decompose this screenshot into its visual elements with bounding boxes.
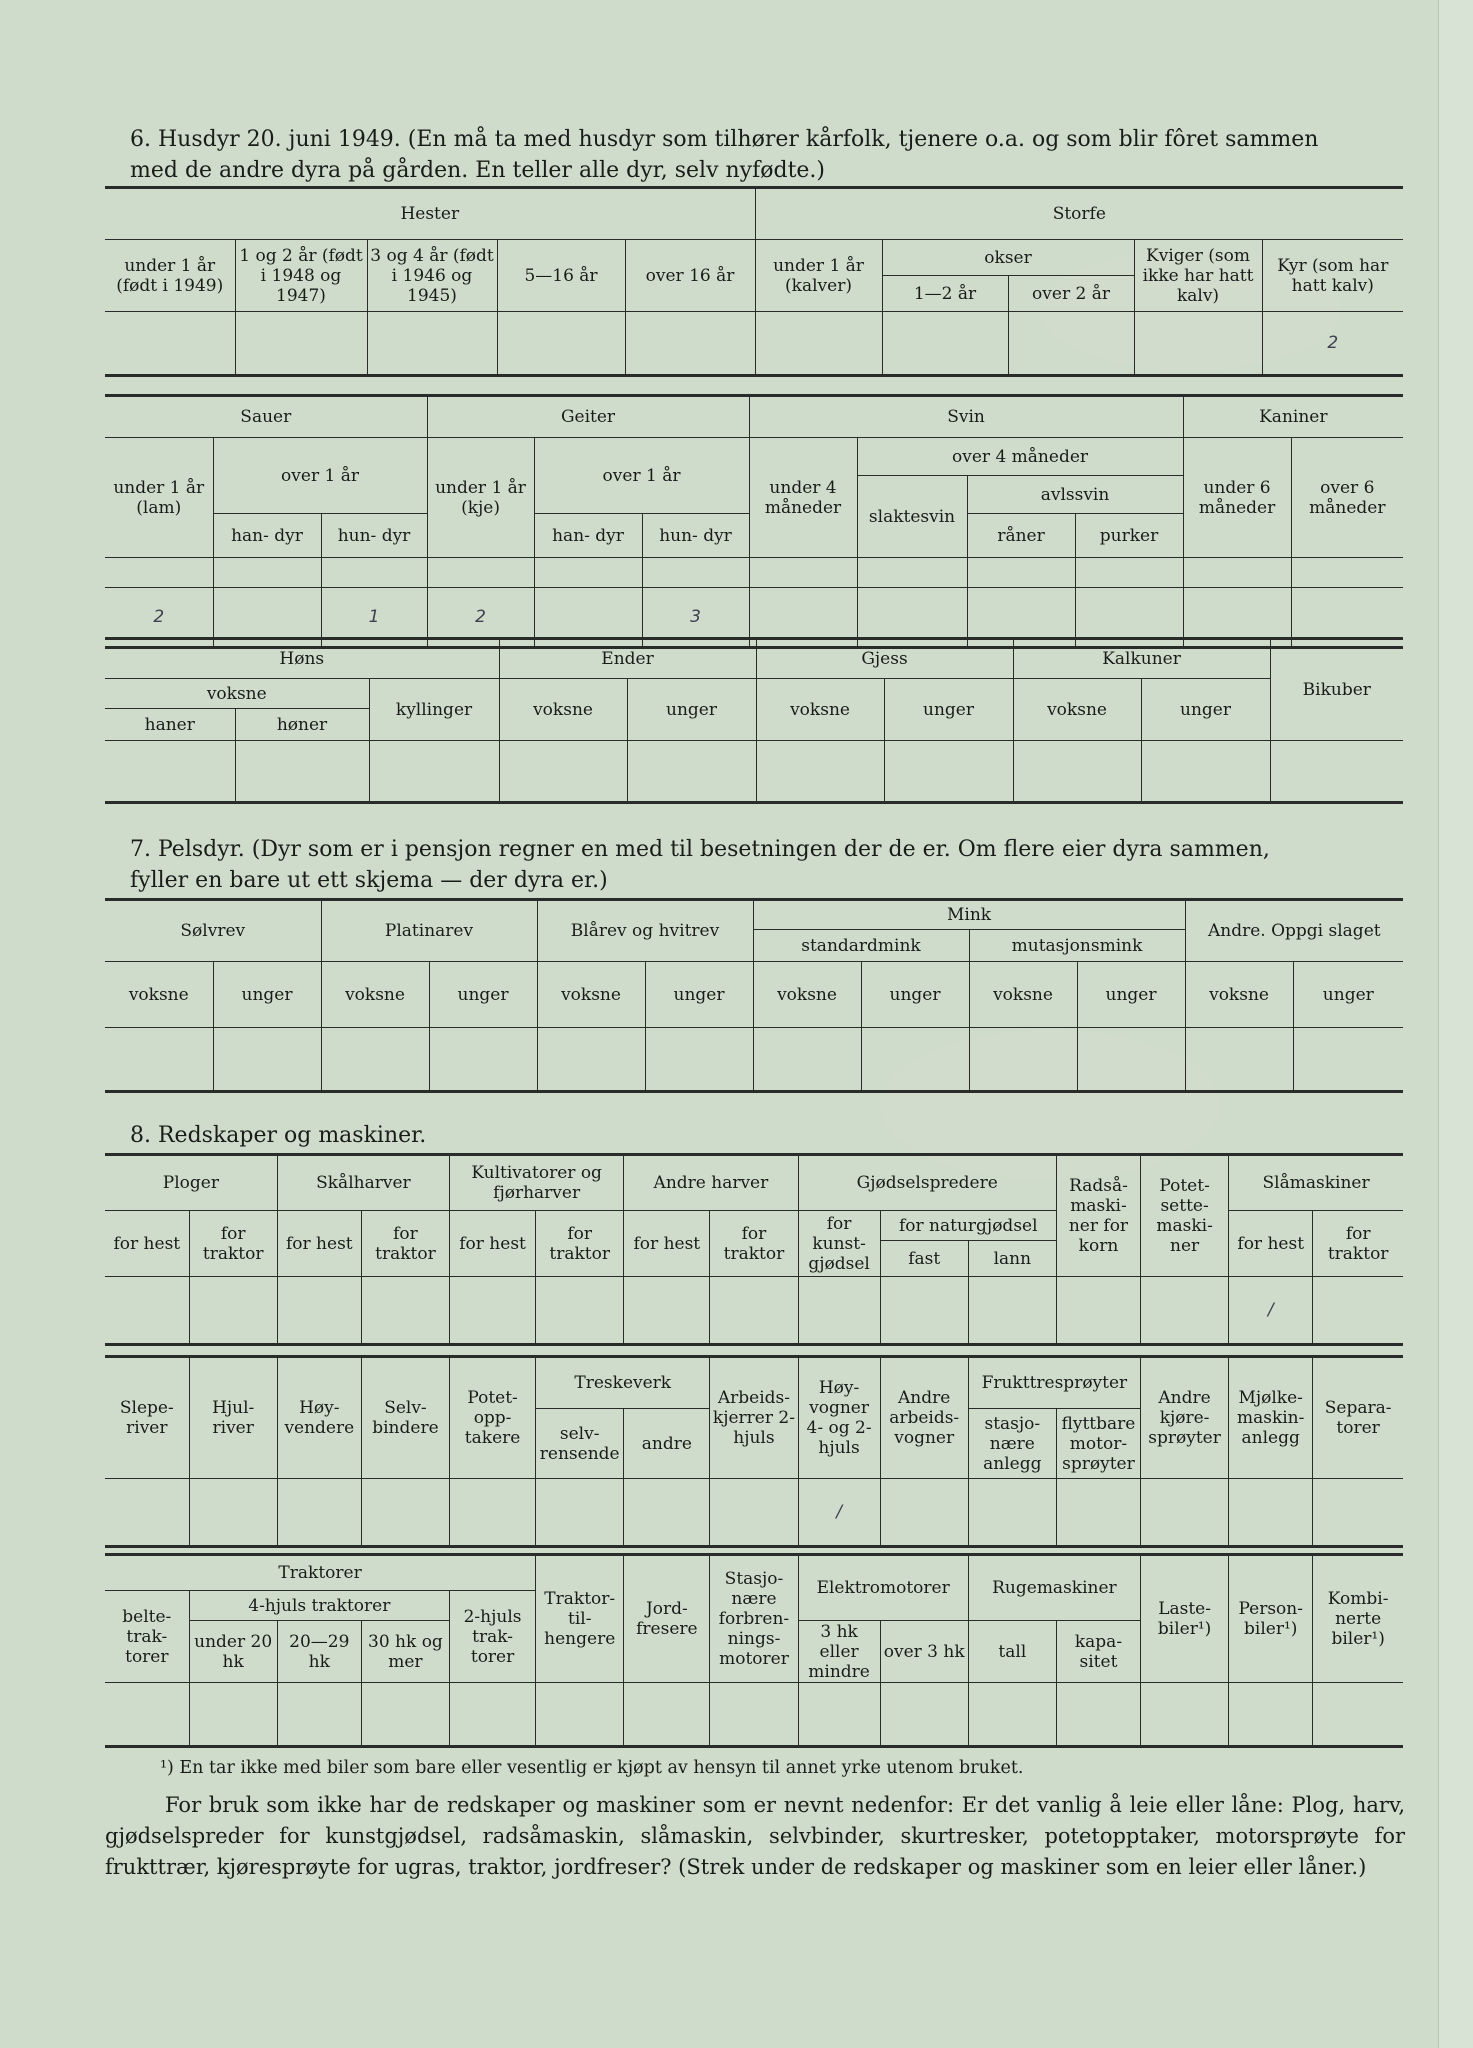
haywagon-cell[interactable]: / <box>798 1479 880 1547</box>
col-slaughter-pigs: slaktesvin <box>857 476 967 558</box>
col-breeding-pigs: avlssvin <box>967 476 1183 514</box>
col-adult: voksne <box>753 962 861 1028</box>
col-otherharrows: Andre harver <box>624 1155 798 1211</box>
col-spreaders: Gjødselspredere <box>798 1155 1056 1211</box>
col-fortractor: for traktor <box>710 1211 798 1277</box>
cell[interactable] <box>361 1277 449 1345</box>
cell[interactable] <box>361 1683 449 1747</box>
col-milking: Mjølke- maskin- anlegg <box>1229 1357 1313 1479</box>
col-twowheel: 2-hjuls trak- torer <box>449 1591 535 1683</box>
col-selfcleaning: selv- rensende <box>536 1409 624 1479</box>
cell[interactable] <box>967 558 1075 588</box>
cell[interactable] <box>189 1683 277 1747</box>
col-combined: Kombi- nerte biler¹) <box>1313 1555 1403 1683</box>
cell[interactable] <box>710 1479 798 1547</box>
col-fortractor: for traktor <box>189 1211 277 1277</box>
col-mutationmink: mutasjonsmink <box>969 930 1185 962</box>
cell[interactable] <box>1141 1683 1229 1747</box>
col-seeddrills: Radså- maski- ner for korn <box>1056 1155 1140 1277</box>
cell[interactable] <box>1229 1479 1313 1547</box>
lamb-count-cell[interactable]: 2 <box>105 588 213 648</box>
table-horses-cattle <box>105 186 1403 377</box>
table-poultry <box>105 637 1403 804</box>
col-heifers: Kviger (som ikke har hatt kalv) <box>1134 240 1262 312</box>
cell[interactable] <box>861 1028 969 1092</box>
col-oxen-over2: over 2 år <box>1008 276 1134 312</box>
section-7-heading: 7. Pelsdyr. (Dyr som er i pensjon regner en med til besetningen der de er. Om flere eier dyra sammen, fyller en bare ut ett skjema — der dyra er.) <box>130 837 1270 893</box>
cell[interactable] <box>968 1479 1056 1547</box>
cell[interactable] <box>857 558 967 588</box>
cell[interactable] <box>105 741 235 803</box>
table-sheep-goats-pigs-rabbits <box>105 394 1403 649</box>
col-forartificial: for kunst- gjødsel <box>798 1211 880 1277</box>
cell[interactable] <box>277 1683 361 1747</box>
cell[interactable] <box>361 1479 449 1547</box>
col-adult: voksne <box>105 962 213 1028</box>
cell[interactable] <box>1229 1683 1313 1747</box>
closing-paragraph: For bruk som ikke har de redskaper og maskiner som er nevnt nedenfor: Er det vanlig å leie eller låne: Plog, harv, gjødselspreder for kunstgjødsel, radsåmaskin, slåmaskin, selvbinder, skurtresker, potetopptaker, motorsprøyte for frukttrær, kjøresprøyte for ugras, traktor, jordfreser? (Strek under de redskaper og maskiner som en leier eller låner.) <box>105 1793 1405 1879</box>
col-lorries: Laste- biler¹) <box>1141 1555 1229 1683</box>
col-horses-3-4: 3 og 4 år (født i 1946 og 1945) <box>367 240 497 312</box>
col-hens-adult: voksne <box>105 679 369 709</box>
col-rotavators: Jord- fresere <box>624 1555 710 1683</box>
cell[interactable] <box>1291 558 1403 588</box>
cell[interactable] <box>624 1479 710 1547</box>
col-young: unger <box>213 962 321 1028</box>
goat-male-count-cell[interactable]: 3 <box>642 588 749 648</box>
cell[interactable] <box>1313 1277 1403 1345</box>
col-mink: Mink <box>753 900 1185 930</box>
col-electric: Elektromotorer <box>798 1555 968 1621</box>
col-oxen: okser <box>882 240 1134 276</box>
cell[interactable] <box>534 558 642 588</box>
cell[interactable] <box>1141 1277 1229 1345</box>
col-adult: voksne <box>537 962 645 1028</box>
col-boars: råner <box>967 514 1075 558</box>
col-oxen-1-2: 1—2 år <box>882 276 1008 312</box>
cell[interactable] <box>450 1277 536 1345</box>
cell[interactable] <box>968 1683 1056 1747</box>
cell[interactable] <box>753 1028 861 1092</box>
cell[interactable] <box>497 312 625 376</box>
col-horses-5-16: 5—16 år <box>497 240 625 312</box>
table-implements-1 <box>105 1153 1403 1346</box>
table-implements-2 <box>105 1355 1403 1548</box>
col-forhorse: for hest <box>1229 1211 1313 1277</box>
col-horses-under1: under 1 år (født i 1949) <box>105 240 235 312</box>
cell[interactable] <box>105 558 213 588</box>
cell[interactable] <box>1075 558 1183 588</box>
cell[interactable] <box>105 1479 189 1547</box>
cell[interactable] <box>884 741 1013 803</box>
col-turkeys-adult: voksne <box>1013 679 1141 741</box>
cell[interactable] <box>189 1277 277 1345</box>
col-ducks-young: unger <box>627 679 756 741</box>
col-bluefox: Blårev og hvitrev <box>537 900 753 962</box>
col-crawler: belte- trak- torer <box>105 1591 189 1683</box>
col-separators: Separa- torer <box>1313 1357 1403 1479</box>
col-mobile: flyttbare motor- sprøyter <box>1056 1409 1140 1479</box>
col-otherwagons: Andre arbeids- vogner <box>880 1357 968 1479</box>
col-lamb: under 1 år (lam) <box>105 438 213 558</box>
col-discharrows: Skålharver <box>277 1155 449 1211</box>
cell[interactable] <box>235 312 367 376</box>
cell[interactable] <box>536 1277 624 1345</box>
col-young: unger <box>861 962 969 1028</box>
col-fortractor: for traktor <box>536 1211 624 1277</box>
section-8-heading: 8. Redskaper og maskiner. <box>130 1123 427 1148</box>
col-turkeys: Kalkuner <box>1013 639 1270 679</box>
col-horses-over16: over 16 år <box>625 240 755 312</box>
col-geese-adult: voksne <box>756 679 884 741</box>
col-forhorse: for hest <box>624 1211 710 1277</box>
cell[interactable] <box>499 741 627 803</box>
cell[interactable] <box>235 741 369 803</box>
cell[interactable] <box>1056 1479 1140 1547</box>
col-binders: Selv- bindere <box>361 1357 449 1479</box>
col-cows: Kyr (som har hatt kalv) <box>1262 240 1403 312</box>
cell[interactable] <box>968 1277 1056 1345</box>
col-wheelrakes: Hjul- river <box>189 1357 277 1479</box>
col-pigs-over4: over 4 måneder <box>857 438 1183 476</box>
cell[interactable] <box>642 558 749 588</box>
col-rabbits: Kaniner <box>1183 396 1403 438</box>
cell[interactable] <box>321 558 427 588</box>
section-6-heading: 6. Husdyr 20. juni 1949. (En må ta med husdyr som tilhører kårfolk, tjenere o.a. og som blir fôret sammen med de andre dyra på gården. En teller alle dyr, selv nyfødte.) <box>130 127 1319 183</box>
col-pigs-under4: under 4 måneder <box>749 438 857 558</box>
cell[interactable] <box>880 1479 968 1547</box>
col-sheep-female: han- dyr <box>213 514 321 558</box>
col-young: unger <box>645 962 753 1028</box>
cell[interactable] <box>1056 1277 1140 1345</box>
cell[interactable] <box>624 1683 710 1747</box>
cell[interactable] <box>627 741 756 803</box>
col-horses-1-2: 1 og 2 år (født i 1948 og 1947) <box>235 240 367 312</box>
col-hens: Høns <box>105 639 499 679</box>
cell[interactable] <box>1313 1479 1403 1547</box>
col-el3less: 3 hk eller mindre <box>798 1621 880 1683</box>
cell[interactable] <box>1293 1028 1403 1092</box>
cell[interactable] <box>277 1479 361 1547</box>
col-pigs: Svin <box>749 396 1183 438</box>
col-fornatural: for naturgjødsel <box>880 1211 1056 1241</box>
col-ducks-adult: voksne <box>499 679 627 741</box>
col-under20: under 20 hk <box>189 1621 277 1683</box>
cell[interactable] <box>450 1479 536 1547</box>
col-hens-female: høner <box>235 709 369 741</box>
col-chicks: kyllinger <box>369 679 499 741</box>
col-threshers: Treskeverk <box>536 1357 710 1409</box>
col-fortractor: for traktor <box>361 1211 449 1277</box>
cell[interactable] <box>427 558 534 588</box>
cell[interactable] <box>105 1028 213 1092</box>
cell[interactable] <box>798 1683 880 1747</box>
col-forhorse: for hest <box>450 1211 536 1277</box>
col-adult: voksne <box>321 962 429 1028</box>
col-kid: under 1 år (kje) <box>427 438 534 558</box>
col-ploughs: Ploger <box>105 1155 277 1211</box>
cell[interactable] <box>1313 1683 1403 1747</box>
col-sheep-male: hun- dyr <box>321 514 427 558</box>
cell[interactable] <box>1013 741 1141 803</box>
cell[interactable] <box>1183 558 1291 588</box>
col-ducks: Ender <box>499 639 756 679</box>
cell[interactable] <box>1270 741 1403 803</box>
col-sheep-over1: over 1 år <box>213 438 427 514</box>
col-hayturners: Høy- vendere <box>277 1357 361 1479</box>
cell[interactable] <box>710 1683 798 1747</box>
col-goats: Geiter <box>427 396 749 438</box>
cell[interactable] <box>798 1277 880 1345</box>
cell[interactable] <box>1056 1683 1140 1747</box>
paper-edge <box>1438 0 1473 2048</box>
col-combustion: Stasjo- nære forbren- nings- motorer <box>710 1555 798 1683</box>
mower-horse-cell[interactable]: / <box>1229 1277 1313 1345</box>
cell[interactable] <box>749 558 857 588</box>
cell[interactable] <box>1185 1028 1293 1092</box>
col-haywagons: Høy- vogner 4- og 2- hjuls <box>798 1357 880 1479</box>
col-young: unger <box>1077 962 1185 1028</box>
cell[interactable] <box>969 1028 1077 1092</box>
cell[interactable] <box>1141 1479 1229 1547</box>
cell[interactable] <box>536 1683 624 1747</box>
col-adult: voksne <box>969 962 1077 1028</box>
col-adult: voksne <box>1185 962 1293 1028</box>
table-fur-animals <box>105 898 1403 1093</box>
col-young: unger <box>1293 962 1403 1028</box>
col-solid: fast <box>880 1241 968 1277</box>
col-el3more: over 3 hk <box>880 1621 968 1683</box>
col-inc-count: tall <box>968 1621 1056 1683</box>
col-cocks: haner <box>105 709 235 741</box>
col-goats-female: han- dyr <box>534 514 642 558</box>
col-otherthreshers: andre <box>624 1409 710 1479</box>
cell[interactable] <box>321 1028 429 1092</box>
col-cars: Person- biler¹) <box>1229 1555 1313 1683</box>
cell[interactable] <box>105 1277 189 1345</box>
cows-count-cell[interactable]: 2 <box>1262 312 1403 376</box>
cell[interactable] <box>1077 1028 1185 1092</box>
cell[interactable] <box>755 312 882 376</box>
col-inc-capacity: kapa- sitet <box>1056 1621 1140 1683</box>
col-hp30: 30 hk og mer <box>361 1621 449 1683</box>
cell[interactable] <box>756 741 884 803</box>
col-forhorse: for hest <box>105 1211 189 1277</box>
col-forhorse: for hest <box>277 1211 361 1277</box>
cell[interactable] <box>1141 741 1270 803</box>
cell[interactable] <box>105 312 235 376</box>
col-othersprayers: Andre kjøre- sprøyter <box>1141 1357 1229 1479</box>
cell[interactable] <box>429 1028 537 1092</box>
cell[interactable] <box>537 1028 645 1092</box>
col-geese: Gjess <box>756 639 1013 679</box>
cell[interactable] <box>1008 312 1134 376</box>
col-goats-over1: over 1 år <box>534 438 749 514</box>
col-turkeys-young: unger <box>1141 679 1270 741</box>
cell[interactable] <box>880 1277 968 1345</box>
col-other-fur: Andre. Oppgi slaget <box>1185 900 1403 962</box>
footnote: ¹) En tar ikke med biler som bare eller vesentlig er kjøpt av hensyn til annet yrke utenom bruket. <box>160 1758 1024 1778</box>
cell[interactable] <box>625 312 755 376</box>
col-hp2029: 20—29 hk <box>277 1621 361 1683</box>
cell[interactable] <box>367 312 497 376</box>
col-cultivators: Kultivatorer og fjørharver <box>450 1155 624 1211</box>
col-platinumfox: Platinarev <box>321 900 537 962</box>
col-standardmink: standardmink <box>753 930 969 962</box>
col-trailers: Traktor- til- hengere <box>536 1555 624 1683</box>
col-fruitsprayers: Frukttresprøyter <box>968 1357 1140 1409</box>
col-rakes: Slepe- river <box>105 1357 189 1479</box>
col-beehives: Bikuber <box>1270 639 1403 741</box>
cell[interactable] <box>645 1028 753 1092</box>
col-incubators: Rugemaskiner <box>968 1555 1140 1621</box>
cell[interactable] <box>277 1277 361 1345</box>
cell[interactable] <box>449 1683 535 1747</box>
col-potatodiggers: Potet- opp- takere <box>450 1357 536 1479</box>
cell[interactable] <box>624 1277 710 1345</box>
cell[interactable] <box>105 1683 189 1747</box>
cell[interactable] <box>882 312 1008 376</box>
col-calves: under 1 år (kalver) <box>755 240 882 312</box>
col-sheep: Sauer <box>105 396 427 438</box>
col-horses: Hester <box>105 188 755 240</box>
col-sows: purker <box>1075 514 1183 558</box>
col-silverfox: Sølvrev <box>105 900 321 962</box>
table-tractors-motors <box>105 1553 1403 1748</box>
cell[interactable] <box>189 1479 277 1547</box>
cell[interactable] <box>710 1277 798 1345</box>
kid-count-cell[interactable]: 2 <box>427 588 534 648</box>
cell[interactable] <box>880 1683 968 1747</box>
col-tractors: Traktorer <box>105 1555 536 1591</box>
col-carts: Arbeids- kjerrer 2-hjuls <box>710 1357 798 1479</box>
col-stationary: stasjo- nære anlegg <box>968 1409 1056 1479</box>
col-rabbits-under6: under 6 måneder <box>1183 438 1291 558</box>
col-geese-young: unger <box>884 679 1013 741</box>
cell[interactable] <box>213 558 321 588</box>
col-fourwheel: 4-hjuls traktorer <box>189 1591 449 1621</box>
col-young: unger <box>429 962 537 1028</box>
col-potatoplanters: Potet- sette- maski- ner <box>1141 1155 1229 1277</box>
cell[interactable] <box>536 1479 624 1547</box>
col-mowers: Slåmaskiner <box>1229 1155 1403 1211</box>
cell[interactable] <box>213 1028 321 1092</box>
col-rabbits-over6: over 6 måneder <box>1291 438 1403 558</box>
cell[interactable] <box>1134 312 1262 376</box>
col-fortractor: for traktor <box>1313 1211 1403 1277</box>
col-goats-male: hun- dyr <box>642 514 749 558</box>
col-cattle: Storfe <box>755 188 1403 240</box>
sheep-male-count-cell[interactable]: 1 <box>321 588 427 648</box>
cell[interactable] <box>369 741 499 803</box>
col-liquid: lann <box>968 1241 1056 1277</box>
